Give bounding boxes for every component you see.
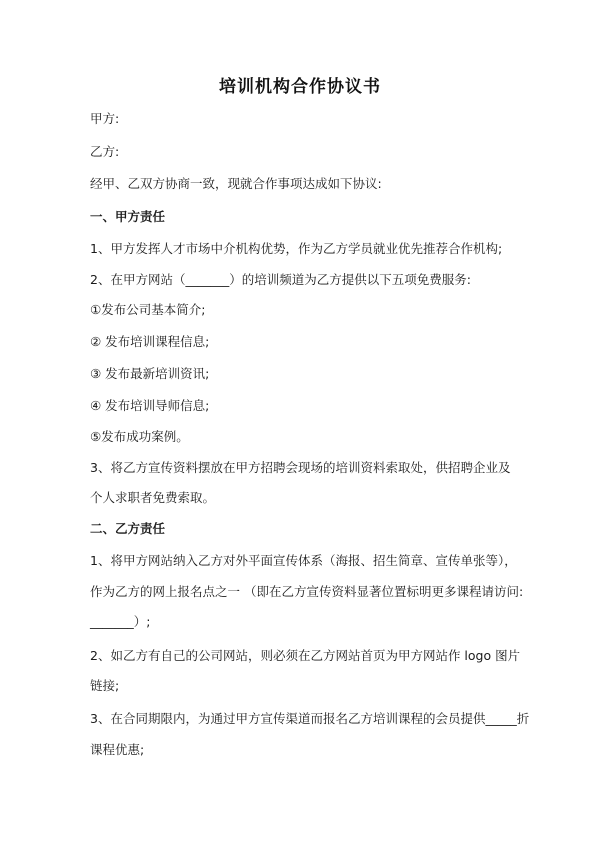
service-item-3: ③ 发布最新培训资讯; — [90, 366, 210, 381]
discount-blank: _____ — [485, 711, 517, 726]
section2-heading: 二、乙方责任 — [90, 521, 166, 536]
service-item-4: ④ 发布培训导师信息; — [90, 398, 210, 413]
url-blank: _______ — [90, 614, 134, 629]
website-blank: _______ — [185, 272, 230, 287]
section2-clause-3-line1 — [90, 711, 529, 727]
service-item-1: ①发布公司基本简介; — [90, 302, 206, 317]
section1-clause-2 — [90, 272, 471, 288]
section2-clause-1-line2: 作为乙方的网上报名点之一 （即在乙方宣传资料显著位置标明更多课程请访问: — [90, 584, 524, 599]
service-item-2: ② 发布培训课程信息; — [90, 334, 210, 349]
clause-text: 2、在甲方网站（ — [90, 272, 186, 287]
section1-heading: 一、甲方责任 — [90, 209, 166, 224]
section2-clause-2-line1: 2、如乙方有自己的公司网站，则必须在乙方网站首页为甲方网站作 logo 图片 — [90, 648, 521, 663]
section1-clause-3-line1: 3、将乙方宣传资料摆放在甲方招聘会现场的培训资料索取处，供招聘企业及 — [90, 460, 511, 475]
section1-clause-3-line2: 个人求职者免费索取。 — [90, 490, 216, 505]
clause-text: ）的培训频道为乙方提供以下五项免费服务: — [229, 272, 471, 287]
section2-clause-1-line3 — [90, 614, 150, 630]
document-title: 培训机构合作协议书 — [219, 77, 381, 97]
intro-paragraph: 经甲、乙双方协商一致，现就合作事项达成如下协议: — [90, 176, 382, 191]
section1-clause-1: 1、甲方发挥人才市场中介机构优势，作为乙方学员就业优先推荐合作机构; — [90, 241, 503, 256]
clause-text: 折 — [516, 711, 530, 726]
clause-text: ）; — [133, 614, 151, 629]
section2-clause-3-line2: 课程优惠; — [90, 742, 145, 757]
service-item-5: ⑤发布成功案例。 — [90, 429, 189, 444]
section2-clause-2-line2: 链接; — [90, 678, 120, 693]
party-b-label: 乙方: — [90, 144, 120, 159]
clause-text: 3、在合同期限内，为通过甲方宣传渠道而报名乙方培训课程的会员提供 — [90, 711, 486, 726]
section2-clause-1-line1: 1、将甲方网站纳入乙方对外平面宣传体系（海报、招生简章、宣传单张等）， — [90, 553, 517, 568]
party-a-label: 甲方: — [90, 111, 120, 126]
